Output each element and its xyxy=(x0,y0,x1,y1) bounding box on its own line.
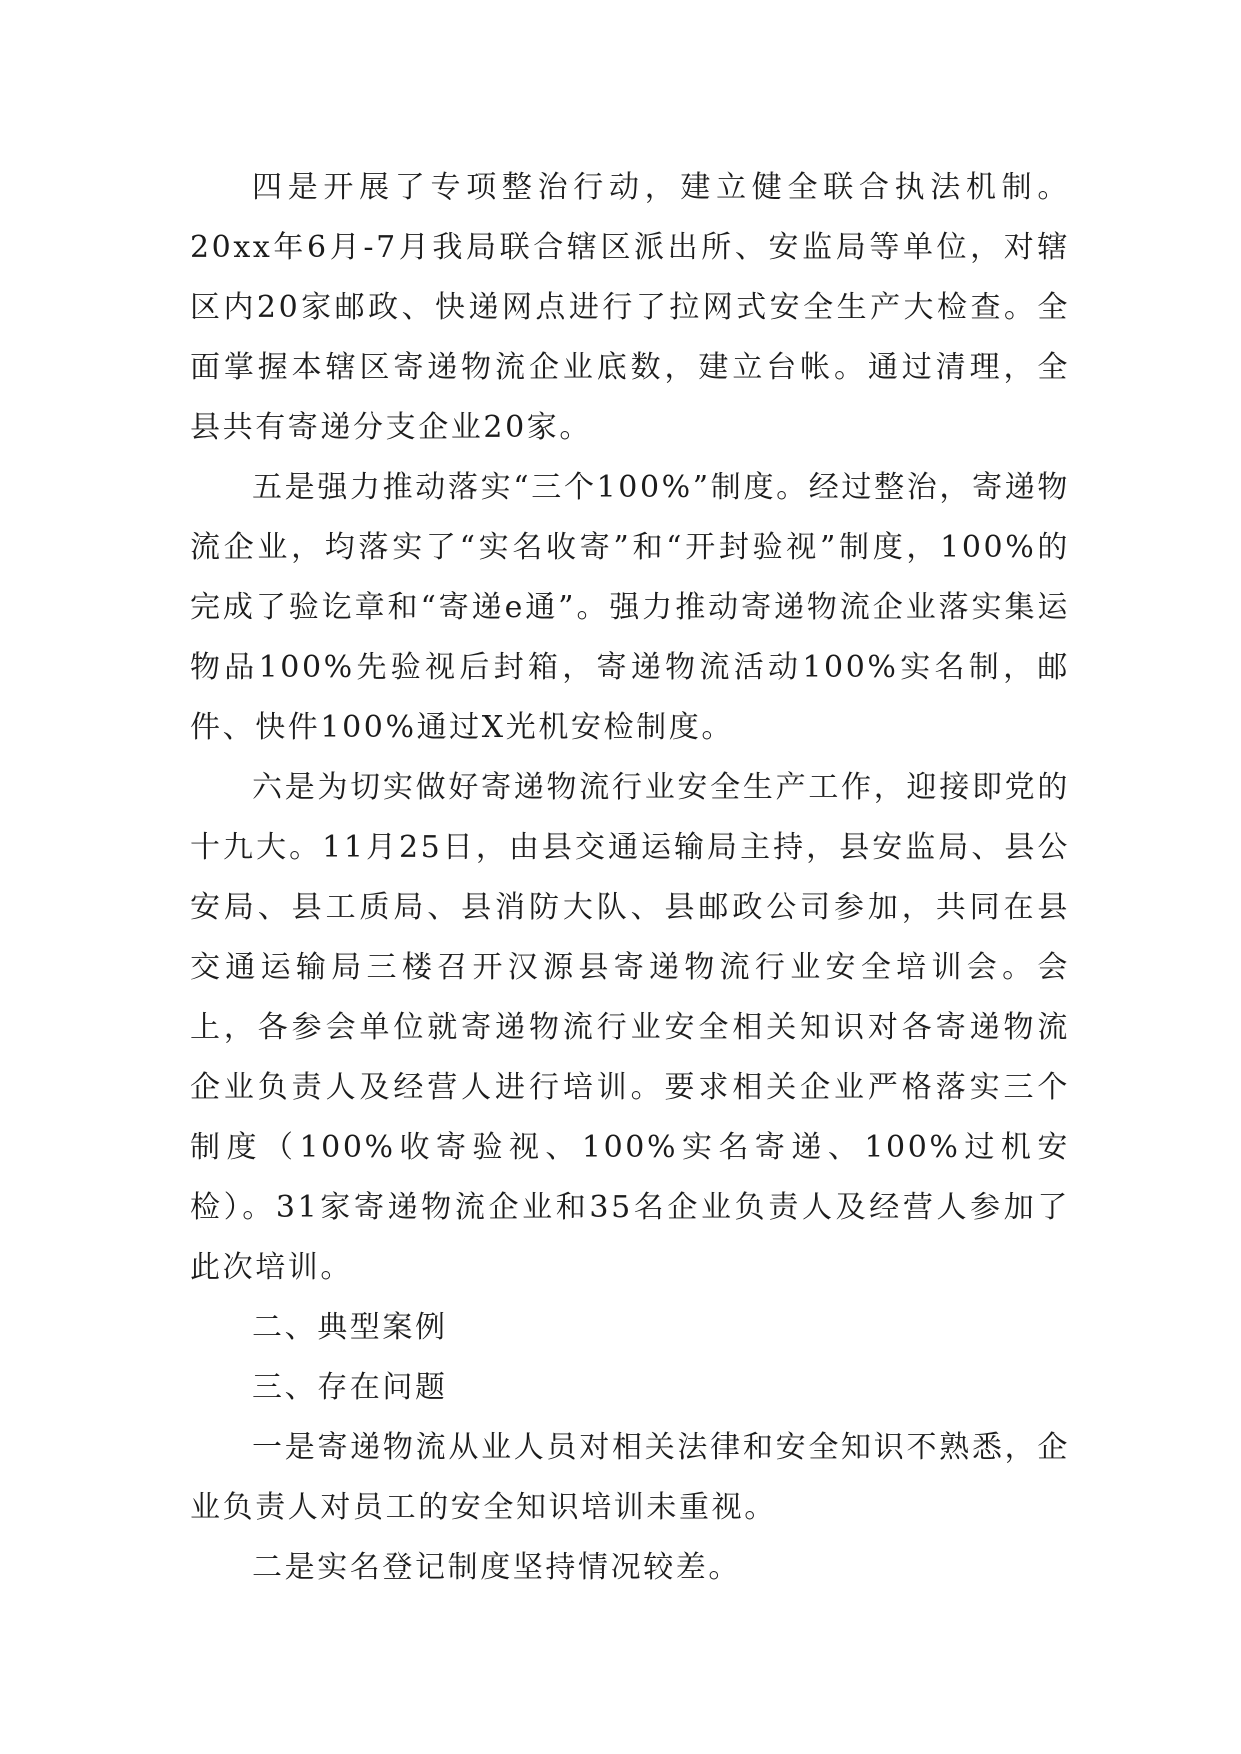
paragraph-safety-training: 六是为切实做好寄递物流行业安全生产工作，迎接即党的十九大。11月25日，由县交通运输局主持，县安监局、县公安局、县工质局、县消防大队、县邮政公司参加，共同在县交通运输局三楼召开汉源县寄递物流行业安全培训会。会上，各参会单位就寄递物流行业安全相关知识对各寄递物流企业负责人及经营人进行培训。要求相关企业严格落实三个制度（100%收寄验视、100%实名寄递、100%过机安检）。31家寄递物流企业和35名企业负责人及经营人参加了此次培训。 xyxy=(190,770,1070,1285)
paragraph-problem-two: 二是实名登记制度坚持情况较差。 xyxy=(252,1550,741,1585)
paragraph-problem-one: 一是寄递物流从业人员对相关法律和安全知识不熟悉，企业负责人对员工的安全知识培训未重视。 xyxy=(190,1430,1070,1525)
document-body xyxy=(190,158,1070,1598)
section-heading-existing-problems: 三、存在问题 xyxy=(252,1370,448,1405)
paragraph-three-100-percent: 五是强力推动落实“三个100%”制度。经过整治，寄递物流企业，均落实了“实名收寄”和“开封验视”制度，100%的完成了验讫章和“寄递e通”。强力推动寄递物流企业落实集运物品100%先验视后封箱，寄递物流活动100%实名制，邮件、快件100%通过X光机安检制度。 xyxy=(190,470,1070,745)
paragraph-special-rectification: 四是开展了专项整治行动，建立健全联合执法机制。20xx年6月-7月我局联合辖区派出所、安监局等单位，对辖区内20家邮政、快递网点进行了拉网式安全生产大检查。全面掌握本辖区寄递物流企业底数，建立台帐。通过清理，全县共有寄递分支企业20家。 xyxy=(190,170,1070,445)
section-heading-typical-cases: 二、典型案例 xyxy=(252,1310,448,1345)
